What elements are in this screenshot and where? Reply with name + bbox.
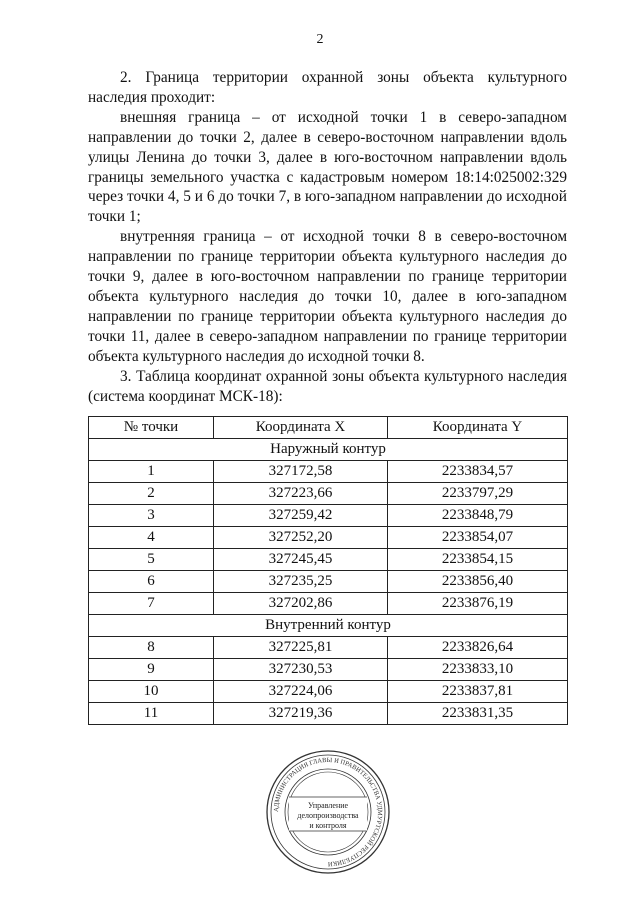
paragraph-3-table-intro: 3. Таблица координат охранной зоны объекта культурного наследия (система координат МСК-18): [88,367,567,405]
table-row [89,549,568,571]
cell-point: 8 [89,637,214,659]
cell-x: 327225,81 [214,637,388,659]
coordinates-table [88,416,568,725]
cell-y: 2233854,15 [388,549,568,571]
cell-x: 327235,25 [214,571,388,593]
cell-y: 2233797,29 [388,483,568,505]
table-header-row [89,417,568,439]
section-row-inner [89,615,568,637]
cell-point: 10 [89,681,214,703]
cell-y: 2233837,81 [388,681,568,703]
cell-y: 2233876,19 [388,593,568,615]
table-row [89,593,568,615]
table-row [89,659,568,681]
paragraph-outer-boundary: внешняя граница – от исходной точки 1 в северо-западном направлении до точки 2, далее в северо-восточном направлении вдоль улицы Ленина до точки 3, далее в юго-восточном направлении вдоль границы земельного участка с кадастровым номером 18:14:025002:329 через точки 4, 5 и 6 до точки 7, в юго-западном направлении до исходной точки 1; [88,108,567,226]
paragraph-inner-boundary: внутренняя граница – от исходной точки 8 в северо-восточном направлении по границе территории объекта культурного наследия до точки 9, далее в юго-восточном направлении по границе территории объекта культурного наследия до точки 10, далее в юго-западном направлении по границе территории объекта культурного наследия до точки 11, далее в северо-западном направлении по границе территории объекта культурного наследия до исходной точки 8. [88,228,567,365]
paragraph-2-intro: 2. Граница территории охранной зоны объекта культурного наследия проходит: [88,69,567,106]
cell-x: 327259,42 [214,505,388,527]
cell-x: 327252,20 [214,527,388,549]
cell-point: 5 [89,549,214,571]
cell-y: 2233856,40 [388,571,568,593]
table-row [89,461,568,483]
cell-y: 2233854,07 [388,527,568,549]
page-content [88,68,567,875]
table-row [89,505,568,527]
cell-point: 3 [89,505,214,527]
table-row [89,703,568,725]
cell-point: 1 [89,461,214,483]
cell-x: 327245,45 [214,549,388,571]
svg-text:Управление: Управление [307,801,348,811]
svg-text:АДМИНИСТРАЦИЯ ГЛАВЫ И ПРАВИТЕЛ: АДМИНИСТРАЦИЯ ГЛАВЫ И ПРАВИТЕЛЬСТВА УДМУРТСКОЙ РЕСПУБЛИКИ [272,757,383,868]
svg-text:делопроизводства: делопроизводства [296,811,359,821]
cell-point: 4 [89,527,214,549]
cell-x: 327172,58 [214,461,388,483]
cell-point: 7 [89,593,214,615]
cell-point: 2 [89,483,214,505]
cell-x: 327202,86 [214,593,388,615]
cell-point: 6 [89,571,214,593]
cell-y: 2233834,57 [388,461,568,483]
body-text [88,68,567,406]
table-row [89,681,568,703]
svg-text:и контроля: и контроля [308,821,347,831]
header-y: Координата Y [388,417,568,439]
cell-point: 9 [89,659,214,681]
table-row [89,483,568,505]
page-number: 2 [316,32,324,47]
table-row [89,571,568,593]
cell-point: 11 [89,703,214,725]
official-stamp [265,749,391,875]
table-row [89,637,568,659]
header-x: Координата X [214,417,388,439]
header-point: № точки [89,417,214,439]
cell-y: 2233831,35 [388,703,568,725]
cell-x: 327219,36 [214,703,388,725]
section-row-outer [89,439,568,461]
cell-x: 327230,53 [214,659,388,681]
cell-y: 2233826,64 [388,637,568,659]
cell-y: 2233848,79 [388,505,568,527]
section-label: Наружный контур [89,439,568,461]
cell-x: 327224,06 [214,681,388,703]
cell-y: 2233833,10 [388,659,568,681]
section-label: Внутренний контур [89,615,568,637]
table-row [89,527,568,549]
cell-x: 327223,66 [214,483,388,505]
